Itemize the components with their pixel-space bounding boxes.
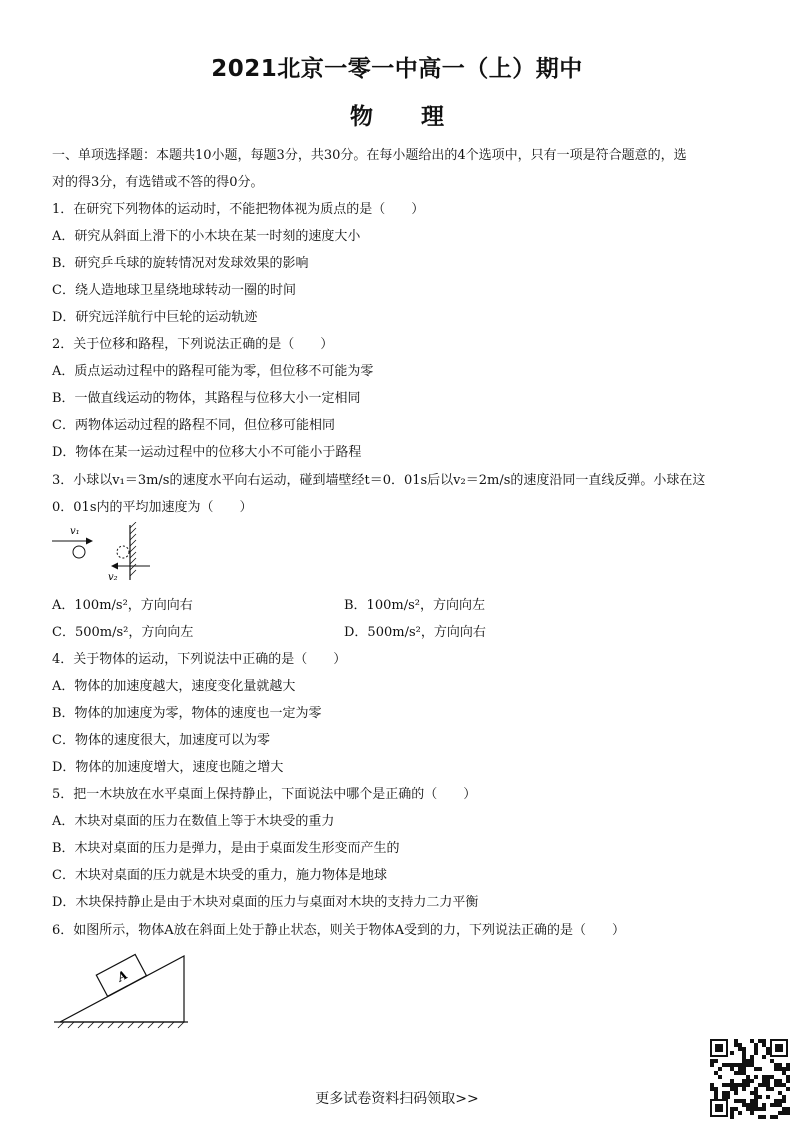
q5-option-d: D．木块保持静止是由于木块对桌面的压力与桌面对木块的支持力二力平衡 — [52, 895, 479, 910]
page-title: 2021北京一零一中高一（上）期中 — [211, 56, 583, 82]
q4-option-a: A．物体的加速度越大，速度变化量就越大 — [52, 679, 296, 694]
q2-option-d: D．物体在某一运动过程中的位移大小不可能小于路程 — [52, 445, 362, 460]
q6-stem: 6．如图所示，物体A放在斜面上处于静止状态，则关于物体A受到的力，下列说法正确的是（ ） — [52, 923, 626, 938]
footer-qr-prompt: 更多试卷资料扫码领取>> — [315, 1091, 479, 1107]
q6-figure-block-label: A — [115, 967, 130, 985]
subject-title: 物 理 — [349, 104, 444, 130]
q3-option-d: D．500m/s²，方向向右 — [344, 625, 486, 640]
q1-option-c: C．绕人造地球卫星绕地球转动一圈的时间 — [52, 283, 296, 298]
q3-option-b: B．100m/s²，方向向左 — [344, 598, 485, 613]
q4-option-d: D．物体的加速度增大，速度也随之增大 — [52, 760, 284, 775]
q2-option-a: A．质点运动过程中的路程可能为零，但位移不可能为零 — [52, 364, 374, 379]
q4-stem: 4．关于物体的运动，下列说法中正确的是（ ） — [52, 652, 347, 667]
q5-option-a: A．木块对桌面的压力在数值上等于木块受的重力 — [52, 814, 335, 829]
q6-incline-figure — [52, 948, 192, 1030]
q3-option-c: C．500m/s²，方向向左 — [52, 625, 194, 640]
q3-figure-v2-label: v₂ — [108, 572, 118, 583]
q5-option-c: C．木块对桌面的压力就是木块受的重力，施力物体是地球 — [52, 868, 387, 883]
q1-option-a: A．研究从斜面上滑下的小木块在某一时刻的速度大小 — [52, 229, 361, 244]
section-instructions-line2: 对的得3分，有选错或不答的得0分。 — [52, 175, 264, 190]
q4-option-c: C．物体的速度很大，加速度可以为零 — [52, 733, 270, 748]
q5-stem: 5．把一木块放在水平桌面上保持静止，下面说法中哪个是正确的（ ） — [52, 787, 477, 802]
q3-stem-line2: 0．01s内的平均加速度为（ ） — [52, 500, 253, 515]
q3-stem-line1: 3．小球以v₁＝3m/s的速度水平向右运动，碰到墙壁经t＝0．01s后以v₂＝2m/s的速度沿同一直线反弹。小球在这 — [52, 473, 706, 488]
q3-option-a: A．100m/s²，方向向右 — [52, 598, 193, 613]
section-instructions-line1: 一、单项选择题：本题共10小题，每题3分，共30分。在每小题给出的4个选项中，只有一项是符合题意的，选 — [52, 148, 687, 163]
q5-option-b: B．木块对桌面的压力是弹力，是由于桌面发生形变而产生的 — [52, 841, 400, 856]
q1-stem: 1．在研究下列物体的运动时，不能把物体视为质点的是（ ） — [52, 202, 425, 217]
q1-option-b: B．研究乒乓球的旋转情况对发球效果的影响 — [52, 256, 309, 271]
q2-stem: 2．关于位移和路程，下列说法正确的是（ ） — [52, 337, 334, 352]
q2-option-b: B．一做直线运动的物体，其路程与位移大小一定相同 — [52, 391, 361, 406]
q2-option-c: C．两物体运动过程的路程不同，但位移可能相同 — [52, 418, 335, 433]
q3-figure-v1-label: v₁ — [70, 526, 80, 537]
q1-option-d: D．研究远洋航行中巨轮的运动轨迹 — [52, 310, 258, 325]
q4-option-b: B．物体的加速度为零，物体的速度也一定为零 — [52, 706, 322, 721]
q3-ball-wall-figure — [50, 522, 160, 584]
